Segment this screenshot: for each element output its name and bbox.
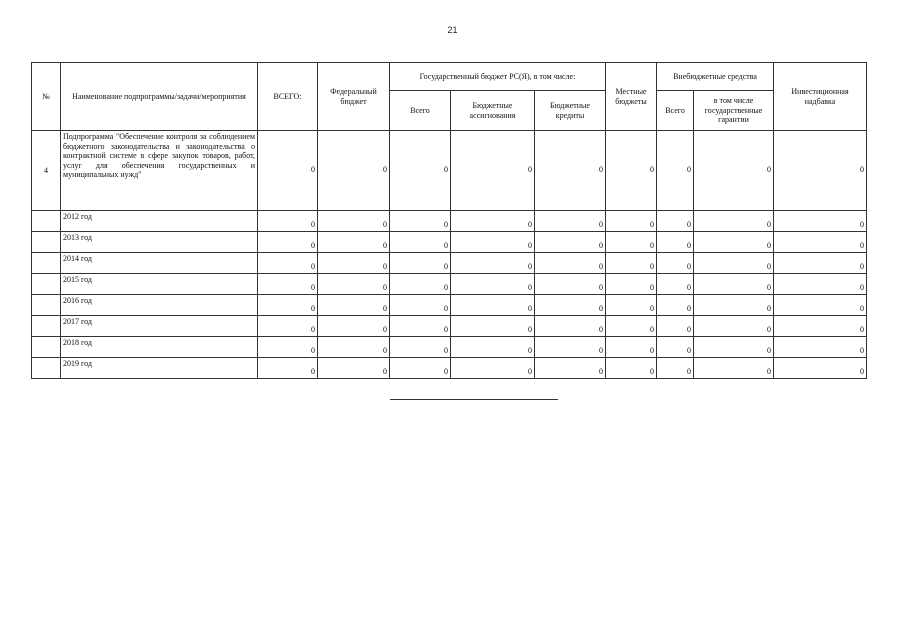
- value-investment: 0: [774, 295, 867, 316]
- value-local: 0: [606, 295, 657, 316]
- value-local: 0: [606, 274, 657, 295]
- year-label: 2016 год: [61, 295, 258, 316]
- value-state-allocations: 0: [451, 232, 535, 253]
- year-label: 2017 год: [61, 316, 258, 337]
- value-investment: 0: [774, 316, 867, 337]
- value-extrabudget-guarantees: 0: [694, 211, 774, 232]
- value-state-allocations: 0: [451, 131, 535, 211]
- value-investment: 0: [774, 131, 867, 211]
- value-extrabudget-total: 0: [657, 253, 694, 274]
- year-row: [32, 358, 867, 379]
- value-total: 0: [258, 316, 318, 337]
- value-total: 0: [258, 274, 318, 295]
- header-state-budget-group: Государственный бюджет РС(Я), в том числе:: [390, 63, 606, 91]
- value-state-credits: 0: [535, 211, 606, 232]
- value-investment: 0: [774, 211, 867, 232]
- value-federal: 0: [318, 316, 390, 337]
- value-extrabudget-total: 0: [657, 337, 694, 358]
- value-state-credits: 0: [535, 274, 606, 295]
- value-local: 0: [606, 337, 657, 358]
- value-extrabudget-guarantees: 0: [694, 232, 774, 253]
- header-extrabudget-group: Внебюджетные средства: [657, 63, 774, 91]
- value-federal: 0: [318, 232, 390, 253]
- value-extrabudget-total: 0: [657, 316, 694, 337]
- year-label: 2013 год: [61, 232, 258, 253]
- year-row-number-cell: [32, 253, 61, 274]
- value-investment: 0: [774, 274, 867, 295]
- value-total: 0: [258, 232, 318, 253]
- value-extrabudget-total: 0: [657, 211, 694, 232]
- year-row: [32, 316, 867, 337]
- value-extrabudget-total: 0: [657, 232, 694, 253]
- year-row: [32, 295, 867, 316]
- value-total: 0: [258, 253, 318, 274]
- header-extrabudget-total: Всего: [657, 91, 694, 131]
- header-no: №: [32, 63, 61, 131]
- year-row: [32, 232, 867, 253]
- value-state-credits: 0: [535, 253, 606, 274]
- value-state-total: 0: [390, 211, 451, 232]
- value-total: 0: [258, 358, 318, 379]
- value-state-total: 0: [390, 316, 451, 337]
- value-extrabudget-guarantees: 0: [694, 337, 774, 358]
- value-extrabudget-guarantees: 0: [694, 274, 774, 295]
- year-row-number-cell: [32, 316, 61, 337]
- year-label: 2014 год: [61, 253, 258, 274]
- value-total: 0: [258, 131, 318, 211]
- value-state-total: 0: [390, 253, 451, 274]
- value-extrabudget-guarantees: 0: [694, 316, 774, 337]
- year-row-number-cell: [32, 358, 61, 379]
- value-state-credits: 0: [535, 337, 606, 358]
- year-row-number-cell: [32, 274, 61, 295]
- value-local: 0: [606, 358, 657, 379]
- value-state-credits: 0: [535, 295, 606, 316]
- value-extrabudget-guarantees: 0: [694, 253, 774, 274]
- header-state-credits: Бюджетные кредиты: [535, 91, 606, 131]
- value-state-total: 0: [390, 274, 451, 295]
- year-row-number-cell: [32, 295, 61, 316]
- value-investment: 0: [774, 358, 867, 379]
- year-label: 2015 год: [61, 274, 258, 295]
- value-state-total: 0: [390, 358, 451, 379]
- value-extrabudget-total: 0: [657, 295, 694, 316]
- value-state-allocations: 0: [451, 253, 535, 274]
- value-state-allocations: 0: [451, 211, 535, 232]
- year-row: [32, 274, 867, 295]
- year-row-number-cell: [32, 232, 61, 253]
- year-label: 2012 год: [61, 211, 258, 232]
- value-investment: 0: [774, 253, 867, 274]
- value-extrabudget-total: 0: [657, 131, 694, 211]
- header-extrabudget-guarantees: в том числе государственные гарантии: [694, 91, 774, 131]
- value-total: 0: [258, 211, 318, 232]
- value-extrabudget-total: 0: [657, 274, 694, 295]
- value-total: 0: [258, 295, 318, 316]
- year-row: [32, 253, 867, 274]
- value-extrabudget-guarantees: 0: [694, 131, 774, 211]
- value-state-credits: 0: [535, 232, 606, 253]
- value-state-allocations: 0: [451, 358, 535, 379]
- budget-table: [31, 62, 867, 379]
- value-local: 0: [606, 232, 657, 253]
- subprogram-name: Подпрограмма "Обеспечение контроля за соблюдением бюджетного законодательства и законодательства о контрактной системе в сфере закупок товаров, работ, услуг для обеспечения государственных и муниципальных нужд": [61, 131, 258, 211]
- header-name: Наименование подпрограммы/задачи/мероприятия: [61, 63, 258, 131]
- page-number: 21: [447, 25, 458, 35]
- subprogram-row: [32, 131, 867, 211]
- value-state-credits: 0: [535, 316, 606, 337]
- year-label: 2018 год: [61, 337, 258, 358]
- value-state-credits: 0: [535, 358, 606, 379]
- year-row-number-cell: [32, 211, 61, 232]
- value-state-allocations: 0: [451, 337, 535, 358]
- year-row: [32, 211, 867, 232]
- value-state-allocations: 0: [451, 316, 535, 337]
- header-state-allocations: Бюджетные ассигнования: [451, 91, 535, 131]
- value-state-total: 0: [390, 337, 451, 358]
- header-row-top: [32, 63, 867, 91]
- value-extrabudget-guarantees: 0: [694, 358, 774, 379]
- year-label: 2019 год: [61, 358, 258, 379]
- value-state-total: 0: [390, 131, 451, 211]
- header-total: ВСЕГО:: [258, 63, 318, 131]
- value-state-total: 0: [390, 295, 451, 316]
- value-state-allocations: 0: [451, 295, 535, 316]
- year-row-number-cell: [32, 337, 61, 358]
- value-federal: 0: [318, 253, 390, 274]
- header-local: Местные бюджеты: [606, 63, 657, 131]
- value-investment: 0: [774, 232, 867, 253]
- row-number: 4: [32, 131, 61, 211]
- value-federal: 0: [318, 358, 390, 379]
- value-extrabudget-guarantees: 0: [694, 295, 774, 316]
- value-investment: 0: [774, 337, 867, 358]
- value-total: 0: [258, 337, 318, 358]
- footer-rule: [390, 399, 558, 400]
- value-state-total: 0: [390, 232, 451, 253]
- value-local: 0: [606, 253, 657, 274]
- value-state-credits: 0: [535, 131, 606, 211]
- value-federal: 0: [318, 337, 390, 358]
- value-federal: 0: [318, 131, 390, 211]
- value-extrabudget-total: 0: [657, 358, 694, 379]
- value-local: 0: [606, 211, 657, 232]
- value-federal: 0: [318, 211, 390, 232]
- value-local: 0: [606, 131, 657, 211]
- value-state-allocations: 0: [451, 274, 535, 295]
- year-row: [32, 337, 867, 358]
- value-federal: 0: [318, 274, 390, 295]
- value-federal: 0: [318, 295, 390, 316]
- header-state-total: Всего: [390, 91, 451, 131]
- header-federal: Федеральный бюджет: [318, 63, 390, 131]
- value-local: 0: [606, 316, 657, 337]
- header-investment: Инвестиционная надбавка: [774, 63, 867, 131]
